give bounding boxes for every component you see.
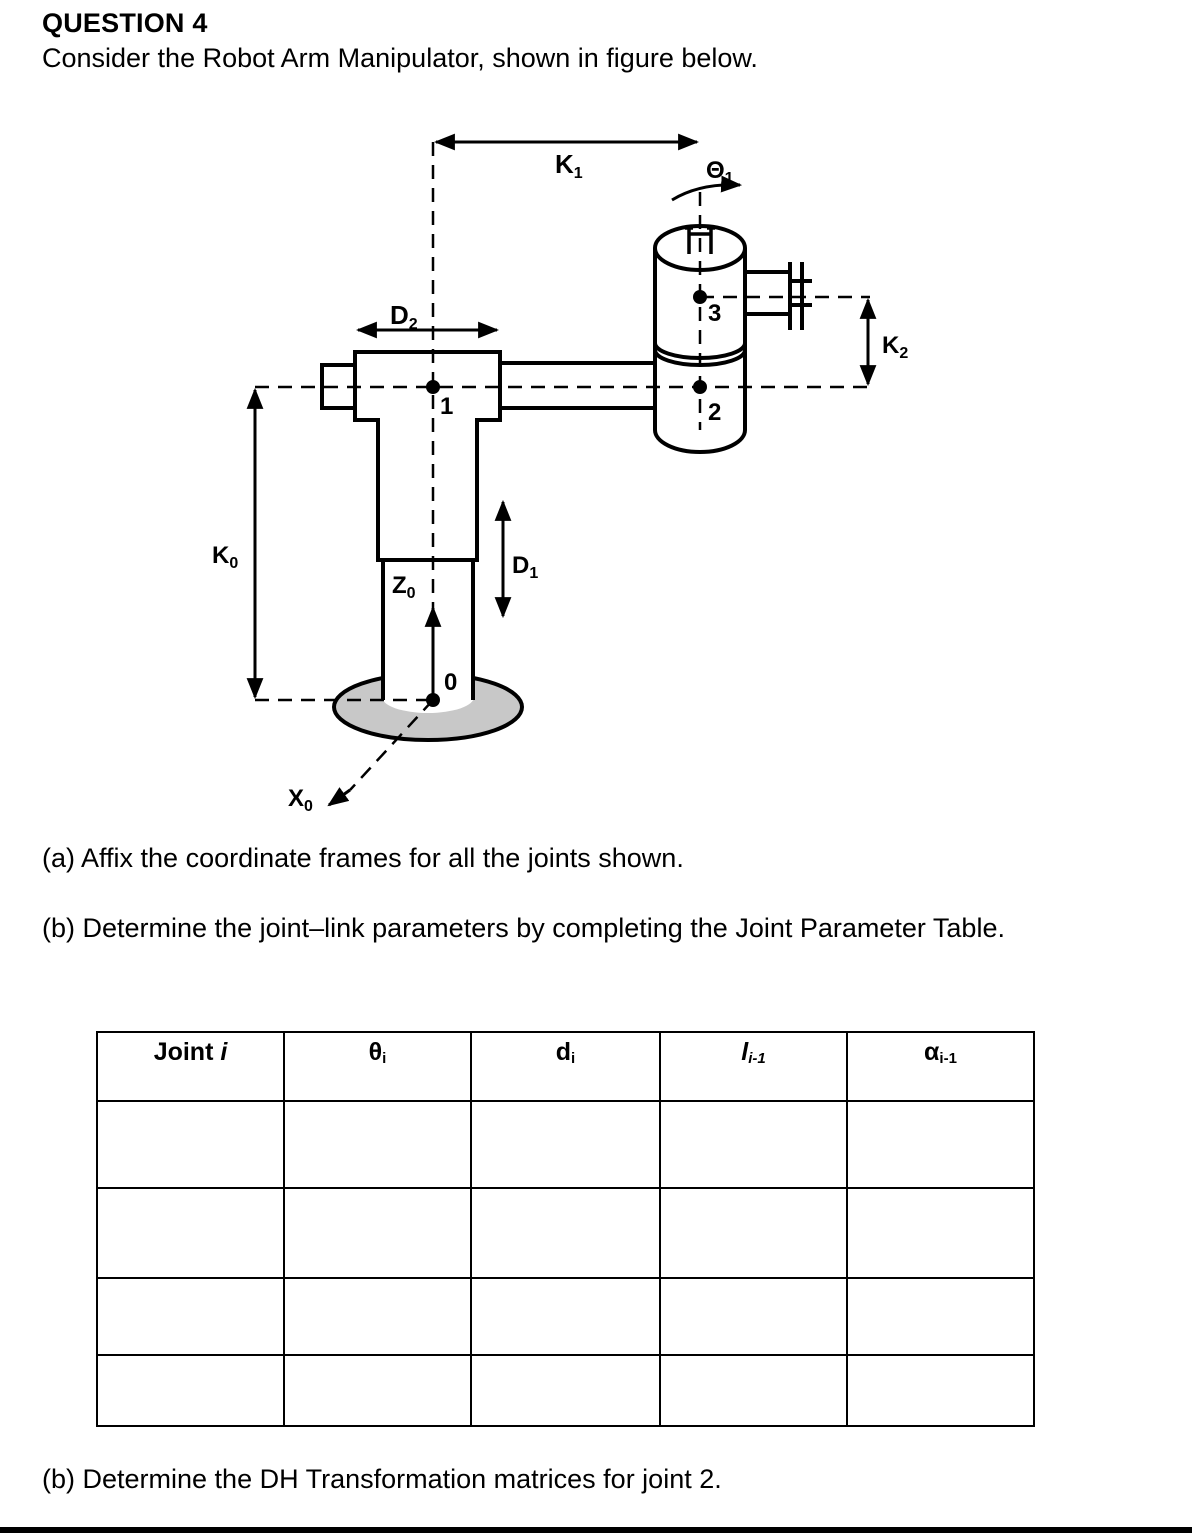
table-cell[interactable]	[97, 1188, 284, 1278]
table-cell[interactable]	[471, 1355, 660, 1426]
table-row	[97, 1188, 1034, 1278]
table-cell[interactable]	[284, 1355, 471, 1426]
d1-label: $D_1$	[512, 552, 539, 582]
header-d-i: $d_i$	[471, 1032, 660, 1101]
d2-label: D2	[390, 300, 418, 333]
header-theta-i: $\theta_i$	[284, 1032, 471, 1101]
joint-1-point	[426, 380, 440, 394]
table-row	[97, 1101, 1034, 1188]
table-cell[interactable]	[847, 1278, 1034, 1355]
table-cell[interactable]	[471, 1188, 660, 1278]
table-cell[interactable]	[284, 1278, 471, 1355]
header-alpha-i-minus-1: $\alpha_{i-1}$	[847, 1032, 1034, 1101]
table-cell[interactable]	[97, 1101, 284, 1188]
table-cell[interactable]	[847, 1355, 1034, 1426]
question-b: (b) Determine the joint–link parameters by completing the Joint Parameter Table.	[42, 913, 1005, 943]
table-cell[interactable]	[660, 1188, 847, 1278]
question-intro: Consider the Robot Arm Manipulator, shown in figure below.	[42, 43, 758, 73]
joint-3-point	[693, 290, 707, 304]
k1-label: K1	[555, 149, 583, 182]
joint-2-point	[693, 380, 707, 394]
question-a: (a) Affix the coordinate frames for all the joints shown.	[42, 843, 684, 873]
table-cell[interactable]	[284, 1101, 471, 1188]
table-cell[interactable]	[97, 1355, 284, 1426]
theta1-rotation-arrow	[672, 185, 740, 200]
table-row	[97, 1355, 1034, 1426]
table-row	[97, 1278, 1034, 1355]
k0-label: $K_0$	[212, 542, 239, 572]
k2-label: $K_2$	[882, 332, 909, 362]
header-joint-i: Joint i	[97, 1032, 284, 1101]
table-cell[interactable]	[471, 1278, 660, 1355]
header-l-i-minus-1: $l_{i-1}$	[660, 1032, 847, 1101]
table-cell[interactable]	[97, 1278, 284, 1355]
bottom-rule	[0, 1527, 1192, 1533]
table-cell[interactable]	[471, 1101, 660, 1188]
joint-0-label: 0	[444, 669, 458, 696]
joint-3-label: 3	[708, 300, 722, 327]
table-cell[interactable]	[660, 1355, 847, 1426]
table-header-row	[97, 1032, 1034, 1101]
joint-2-label: 2	[708, 399, 722, 426]
theta1-label: $\Theta_1$	[706, 157, 734, 187]
joint-0-point	[426, 693, 440, 707]
table-cell[interactable]	[660, 1278, 847, 1355]
x0-axis-arrow	[329, 790, 350, 805]
x0-label: $X_0$	[288, 785, 313, 815]
joint-parameter-table	[96, 1031, 1035, 1427]
table-cell[interactable]	[847, 1101, 1034, 1188]
horizontal-arm	[500, 363, 672, 408]
table-cell[interactable]	[847, 1188, 1034, 1278]
joint-1-label: 1	[440, 393, 454, 420]
table-cell[interactable]	[660, 1101, 847, 1188]
question-title: QUESTION 4	[42, 8, 208, 38]
z0-label: $Z_0$	[392, 572, 416, 602]
table-cell[interactable]	[284, 1188, 471, 1278]
question-c: (b) Determine the DH Transformation matrices for joint 2.	[42, 1464, 722, 1494]
